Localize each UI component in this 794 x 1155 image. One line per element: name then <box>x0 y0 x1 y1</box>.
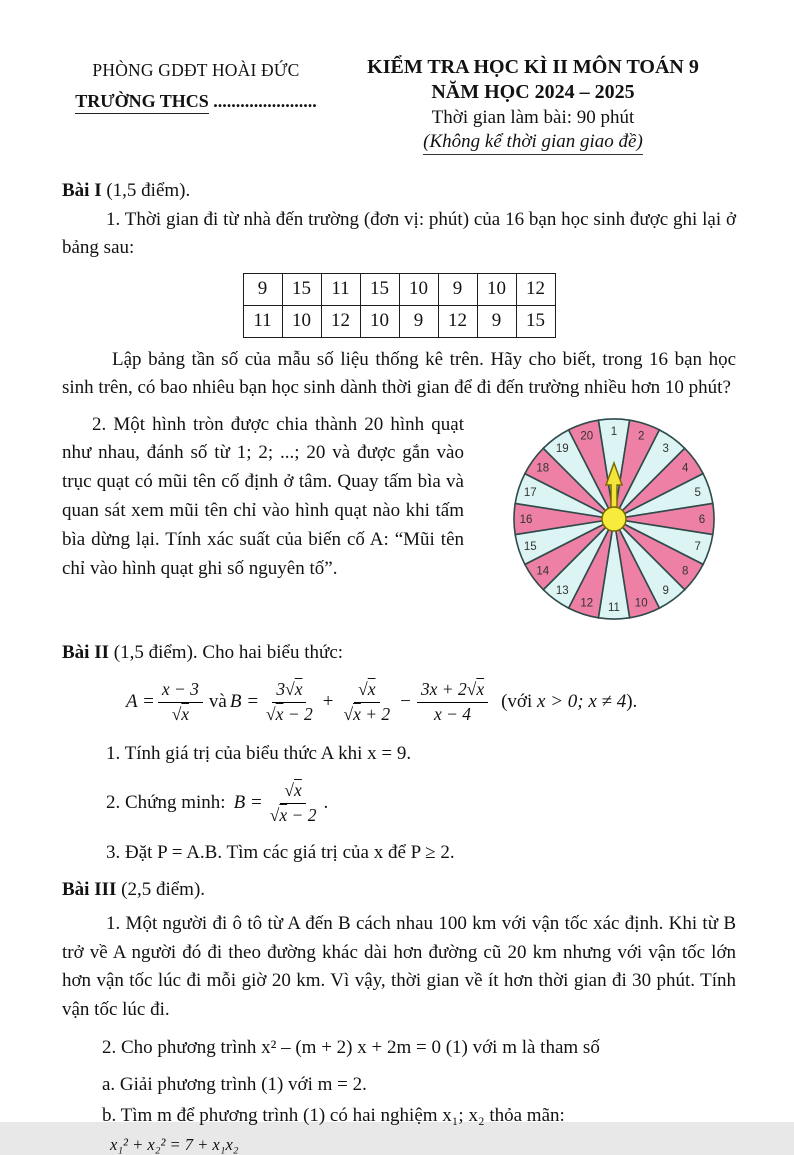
table-cell: 9 <box>477 305 516 337</box>
exam-header <box>62 56 736 153</box>
bai3-question2a: a. Giải phương trình (1) với m = 2. <box>102 1073 367 1095</box>
wheel-sector-number: 18 <box>536 461 550 474</box>
bai3-label: Bài III <box>62 878 117 900</box>
expr-and: và <box>208 690 227 712</box>
wheel-sector-number: 15 <box>523 540 537 553</box>
table-cell: 9 <box>243 273 282 305</box>
wheel-sector-number: 9 <box>662 584 669 597</box>
bai2-question3: 3. Đặt P = A.B. Tìm các giá trị của x để P ≥ 2. <box>106 842 455 863</box>
table-cell: 12 <box>438 305 477 337</box>
table-cell: 12 <box>321 305 360 337</box>
bai3-question1: 1. Một người đi ô tô từ A đến B cách nhau 100 km với vận tốc xác định. Khi từ B trở về A người đó đi theo đường khác dài hơn đường cũ 20 km nhưng với vận tốc lớn hơn vận tốc lúc đi mỗi giờ 20 km. Vì vậy, thời gian về ít hơn thời gian đi 30 phút. Tính vận tốc lúc đi. <box>62 913 736 1020</box>
bai1-heading <box>62 177 736 206</box>
table-cell: 10 <box>399 273 438 305</box>
table-cell: 9 <box>399 305 438 337</box>
table-cell: 15 <box>282 273 321 305</box>
expr-B-fraction2: $\frac{√x}{√x + 2}$ <box>343 679 391 724</box>
bai3-question2b-equation: x₁² + x₂² = 7 + x₁x₂ <box>110 1134 239 1154</box>
table-cell: 10 <box>360 305 399 337</box>
table-row <box>243 273 555 305</box>
wheel-sector-number: 14 <box>536 565 550 578</box>
bai3-question2: 2. Cho phương trình x² – (m + 2) x + 2m = 0 (1) với m là tham số <box>102 1037 600 1058</box>
wheel-sector-number: 3 <box>662 442 669 455</box>
bai3-points: (2,5 điểm). <box>116 878 206 900</box>
table-cell: 11 <box>243 305 282 337</box>
bai1-question1-task: Lập bảng tần số của mẫu số liệu thống kê trên. Hãy cho biết, trong 16 bạn học sinh trên, có bao nhiêu bạn học sinh dành thời gian để đi đến trường nhiều hơn 10 phút? <box>62 348 736 398</box>
bai1-question2-section <box>62 411 736 625</box>
bai3-question2b: b. Tìm m để phương trình (1) có hai nghiệm x₁; x₂ thỏa mãn: <box>102 1105 565 1126</box>
table-cell: 11 <box>321 273 360 305</box>
expr-B-lhs: B = <box>229 690 260 712</box>
time-data-table <box>243 273 556 338</box>
exam-duration: Thời gian làm bài: 90 phút <box>431 107 635 128</box>
wheel-sector-number: 20 <box>580 429 594 442</box>
expr-condition: (với x > 0; x ≠ 4). <box>501 690 638 712</box>
wheel-sector-number: 5 <box>694 486 701 499</box>
header-left-block <box>62 56 330 153</box>
wheel-sector-number: 19 <box>555 442 569 455</box>
wheel-sector-number: 6 <box>698 513 706 526</box>
bai2-q2-text: 2. Chứng minh: <box>106 792 226 814</box>
school-name: TRƯỜNG THCS <box>75 91 209 114</box>
expr-B-fraction1: $\frac{3√x}{√x - 2}$ <box>266 679 313 724</box>
bai2-q2-lhs: B = <box>233 792 263 814</box>
school-name-dots: ....................... <box>213 91 317 111</box>
wheel-sector-number: 8 <box>681 565 689 578</box>
exam-title: KIỂM TRA HỌC KÌ II MÔN TOÁN 9 <box>367 56 699 78</box>
bai1-question2-paragraph: 2. Một hình tròn được chia thành 20 hình quạt như nhau, đánh số từ 1; 2; ...; 20 và được gắn vào trục quạt có mũi tên cố định ở tâm. Quay tấm bìa và quan sát xem mũi tên chỉ vào hình quạt nào khi tấm bìa dừng lại. Tính xác suất của biến cố A: “Mũi tên chỉ vào hình quạt ghi số nguyên tố”. <box>62 413 464 579</box>
wheel-hub <box>602 507 626 531</box>
wheel-sector-number: 12 <box>580 597 594 610</box>
wheel-sector-number: 1 <box>610 425 618 438</box>
bai2-label: Bài II <box>62 641 109 663</box>
header-right-block <box>330 56 736 153</box>
bai3-heading <box>62 876 736 905</box>
school-year: NĂM HỌC 2024 – 2025 <box>431 81 635 103</box>
bai2-q2-fraction: $\frac{√x}{√x - 2}$ <box>269 780 317 826</box>
wheel-sector-number: 13 <box>555 584 569 597</box>
bai2-heading <box>62 639 736 668</box>
bai2-question1: 1. Tính giá trị của biểu thức A khi x = 9. <box>106 742 412 764</box>
table-cell: 10 <box>477 273 516 305</box>
bai1-question2-text <box>62 411 464 625</box>
table-cell: 10 <box>282 305 321 337</box>
department-name: PHÒNG GDĐT HOÀI ĐỨC <box>92 60 300 80</box>
wheel-sector-number: 16 <box>519 513 533 526</box>
plus-operator: + <box>322 690 334 712</box>
minus-operator: − <box>400 690 411 712</box>
bai1-label: Bài I <box>62 180 102 201</box>
expr-A-fraction: $\frac{x - 3}{√x}$ <box>158 679 203 726</box>
expr-A-lhs: A = <box>126 690 155 712</box>
bai1-question1: 1. Thời gian đi từ nhà đến trường (đơn vị: phút) của 16 bạn học sinh được ghi lại ở bảng sau: <box>62 208 736 258</box>
wheel-sector-number: 10 <box>634 597 648 610</box>
wheel-sector-number: 2 <box>637 429 645 442</box>
spinner-wheel-figure <box>508 413 720 625</box>
school-name-line <box>62 91 330 112</box>
expr-B-fraction3: $\frac{3x + 2√x}{x - 4}$ <box>417 679 488 726</box>
bai2-q2-period: . <box>323 792 329 814</box>
wheel-sector-number: 17 <box>523 486 537 499</box>
wheel-sector-number: 11 <box>608 601 620 614</box>
table-cell: 15 <box>516 305 555 337</box>
bai2-question2 <box>106 780 736 827</box>
bai2-intro: (1,5 điểm). Cho hai biểu thức: <box>109 641 344 663</box>
table-cell: 15 <box>360 273 399 305</box>
bai1-points: (1,5 điểm). <box>101 180 191 201</box>
table-cell: 12 <box>516 273 555 305</box>
table-row <box>243 305 555 337</box>
exam-note: (Không kể thời gian giao đề) <box>330 131 736 153</box>
bai2-expressions <box>126 679 736 726</box>
wheel-sector-number: 4 <box>681 461 689 474</box>
spinner-wheel-svg <box>508 413 720 625</box>
wheel-sector-number: 7 <box>694 540 701 553</box>
table-cell: 9 <box>438 273 477 305</box>
